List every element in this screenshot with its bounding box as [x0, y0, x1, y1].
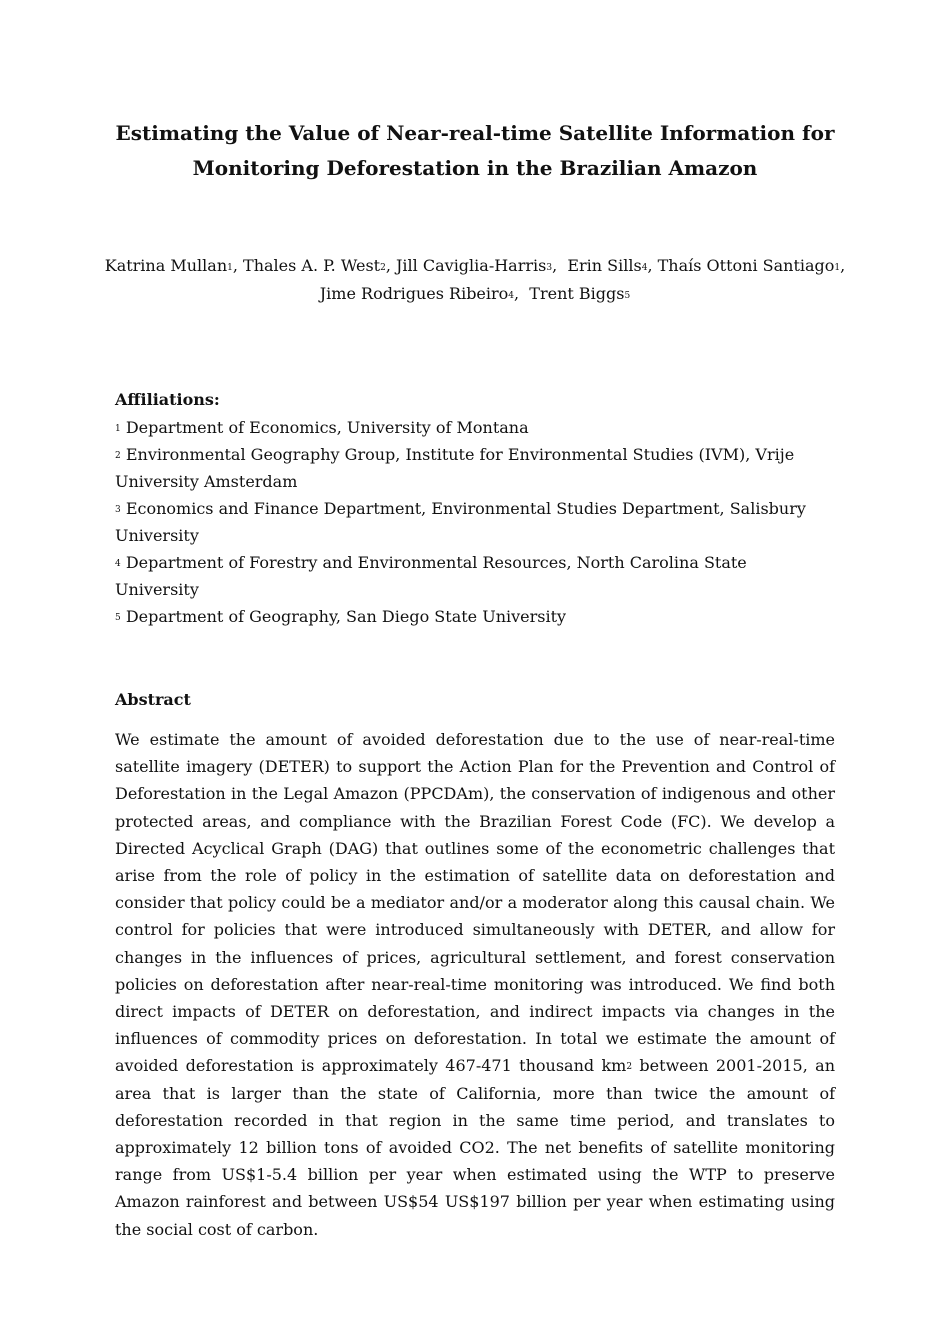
author-name: Thales A. P. West — [243, 256, 381, 275]
affiliation-text: Department of Economics, University of Montana — [125, 418, 529, 437]
abstract-text — [115, 726, 835, 1243]
affiliation-text: Economics and Finance Department, Environmental Studies Department, Salisbury University — [115, 499, 806, 545]
author-affiliation-mark: 5 — [624, 291, 631, 301]
affiliation-number: 1 — [115, 424, 121, 434]
author-affiliation-mark: 2 — [380, 263, 386, 273]
author-separator: , — [232, 256, 244, 275]
affiliation-number: 5 — [115, 613, 121, 623]
affiliation-item — [115, 414, 835, 441]
author-line — [80, 280, 870, 308]
affiliation-item — [115, 603, 835, 630]
title-line: Estimating the Value of Near-real-time Satellite Information for — [115, 121, 835, 145]
abstract-heading: Abstract — [115, 690, 191, 709]
author-separator: , — [514, 284, 530, 303]
author-separator: , — [552, 256, 568, 275]
affiliation-text: Environmental Geography Group, Institute for Environmental Studies (IVM), Vrije University Amsterdam — [115, 445, 795, 491]
affiliation-text: Department of Geography, San Diego State University — [125, 607, 567, 626]
abstract-text-part: between 2001-2015, an area that is larger than the state of California, more than twice the amount of deforestation recorded in that region in the same time period, and translates to approximately 12 billion tons of avoided CO2. The net benefits of satellite monitoring range from US$1-5.4 billion per year when estimated using the WTP to preserve Amazon rainforest and between US$54 US$197 billion per year when estimating using the social cost of carbon. — [115, 1056, 836, 1239]
author-affiliation-mark: 1 — [834, 263, 841, 273]
affiliations-section — [115, 386, 835, 630]
author-line — [80, 252, 870, 280]
author-separator: , — [840, 256, 846, 275]
affiliation-number: 3 — [115, 505, 121, 515]
author-name: Jill Caviglia-Harris — [396, 256, 547, 275]
affiliation-number: 4 — [115, 559, 121, 569]
affiliation-text: Department of Forestry and Environmental Resources, North Carolina State University — [115, 553, 747, 599]
affiliations-heading: Affiliations: — [115, 390, 220, 409]
author-name: Jime Rodrigues Ribeiro — [319, 284, 509, 303]
author-name: Katrina Mullan — [104, 256, 228, 275]
author-list — [80, 252, 870, 308]
abstract-section — [115, 686, 835, 1243]
author-name: Erin Sills — [567, 256, 642, 275]
author-affiliation-mark: 1 — [227, 263, 233, 273]
abstract-superscript: 2 — [626, 1062, 633, 1073]
paper-title — [100, 116, 850, 186]
author-name: Trent Biggs — [529, 284, 625, 303]
affiliation-item — [115, 495, 835, 549]
affiliation-item — [115, 441, 835, 495]
abstract-text-part: We estimate the amount of avoided deforestation due to the use of near-real-time satellite imagery (DETER) to support the Action Plan for the Prevention and Control of Deforestation in the Legal Amazon (PPCDAm), the conservation of indigenous and other protected areas, and compliance with the Brazilian Forest Code (FC). We develop a Directed Acyclical Graph (DAG) that outlines some of the econometric challenges that arise from the role of policy in the estimation of satellite data on deforestation and consider that policy could be a mediator and/or a moderator along this causal chain. We control for policies that were introduced simultaneously with DETER, and allow for changes in the influences of prices, agricultural settlement, and forest conservation policies on deforestation after near-real-time monitoring was introduced. We find both direct impacts of DETER on deforestation, and indirect impacts via changes in the influences of commodity prices on deforestation. In total we estimate the amount of avoided deforestation is approximately 467-471 thousand km — [115, 730, 835, 1076]
author-name: Thaís Ottoni Santiago — [657, 256, 835, 275]
author-affiliation-mark: 4 — [641, 263, 648, 273]
author-affiliation-mark: 4 — [508, 291, 515, 301]
affiliation-item — [115, 549, 835, 603]
author-affiliation-mark: 3 — [546, 263, 553, 273]
affiliation-number: 2 — [115, 451, 121, 461]
author-separator: , — [385, 256, 397, 275]
author-separator: , — [647, 256, 658, 275]
title-line: Monitoring Deforestation in the Brazilian Amazon — [192, 156, 758, 180]
